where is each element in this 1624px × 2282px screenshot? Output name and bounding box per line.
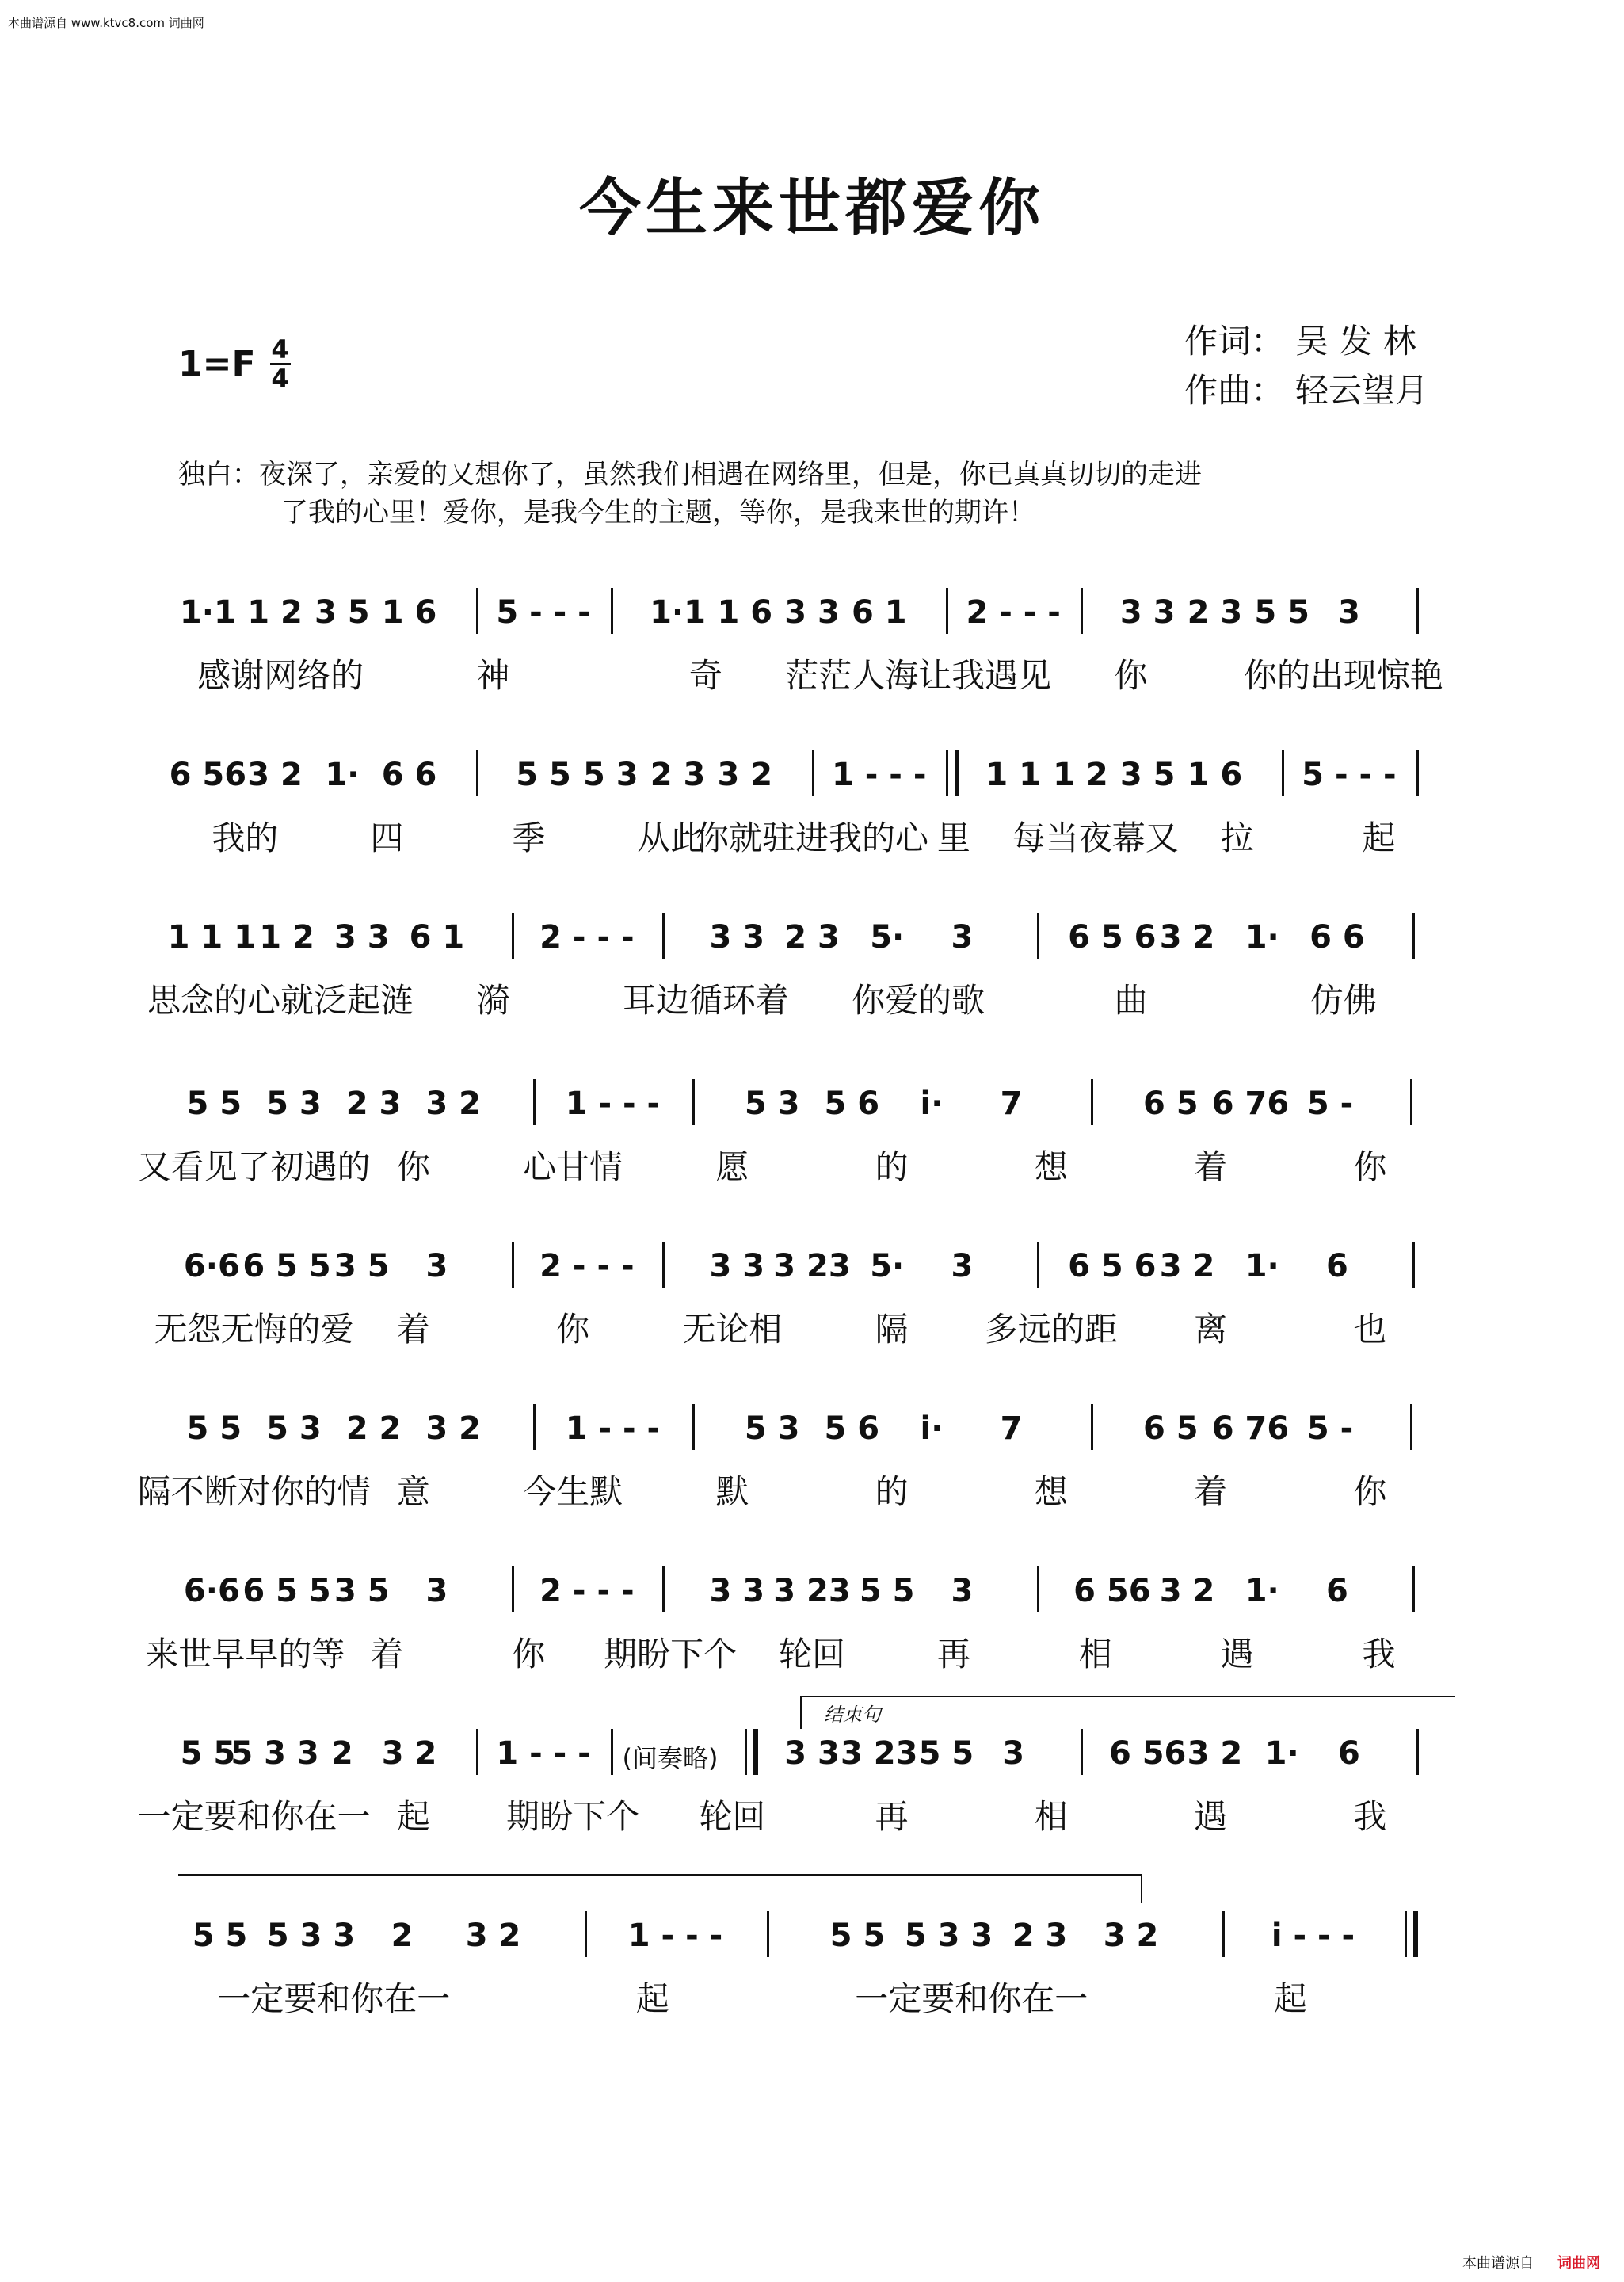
lyric-text: 起: [1273, 1979, 1307, 2018]
note-group: 6 56: [169, 757, 247, 793]
lyric-text: 奇: [688, 656, 722, 695]
lyric-text: 你就驻进我的心: [695, 819, 929, 857]
lyric-text: 轮回: [778, 1635, 846, 1673]
note-group: 5 3: [582, 757, 639, 793]
note-group: 3 5: [334, 1573, 390, 1609]
lyric-text: 拉: [1220, 819, 1254, 857]
note-group: 2 2: [345, 1410, 402, 1447]
note-group: 3 2: [247, 757, 303, 793]
note-group: 1·: [325, 757, 360, 793]
note-group: 1·1: [179, 594, 236, 631]
lyric-text: 四: [370, 819, 404, 857]
note-group: 3 3: [784, 1735, 840, 1772]
monologue-line-1: 独白：夜深了，亲爱的又想你了，虽然我们相遇在网络里，但是，你已真真切切的走进: [178, 459, 1202, 490]
note-group: 6 56: [1108, 1735, 1187, 1772]
lyric-text: 耳边循环着: [622, 981, 789, 1020]
lyric-text: 从此: [637, 819, 704, 857]
barline: [476, 1729, 478, 1775]
lyric-text: 着: [1194, 1472, 1228, 1511]
note-group: 1 6: [1187, 757, 1243, 793]
lyric-text: 期盼下个: [506, 1797, 640, 1836]
monologue-line-2: 了我的心里！爱你，是我今生的主题，等你，是我来世的期许！: [281, 497, 1035, 529]
note-group: 2 - - -: [966, 594, 1061, 631]
note-group: 3: [425, 1248, 448, 1284]
meter-bottom: 4: [271, 364, 289, 394]
notation-line: [145, 1573, 1458, 1673]
notation-line: [137, 1735, 1458, 1836]
interlude-label: (间奏略): [622, 1743, 719, 1773]
notation-line: [174, 594, 1458, 695]
note-group: 6: [1337, 1735, 1360, 1772]
note-group: 5 -: [1306, 1086, 1354, 1122]
barline: [662, 1242, 665, 1288]
time-signature: [270, 334, 291, 394]
note-group: 5 6: [824, 1086, 880, 1122]
credits: [1184, 317, 1428, 415]
barline: [512, 1566, 514, 1612]
lyric-text: 隔不断对你的情: [137, 1472, 371, 1511]
barline: [1081, 1729, 1083, 1775]
note-group: 5 3: [266, 1410, 322, 1447]
barline: [812, 750, 814, 796]
lyric-text: 的: [875, 1147, 909, 1186]
note-group: 6 5 5: [242, 1573, 331, 1609]
lyric-text: 你: [1353, 1472, 1387, 1511]
note-group: 6 6: [381, 757, 437, 793]
lyric-text: 曲: [1114, 981, 1148, 1020]
notes-row: [169, 757, 1458, 812]
note-group: 3 3: [709, 919, 765, 956]
note-group: 3 5: [1119, 757, 1176, 793]
note-group: 3 23: [773, 1573, 851, 1609]
note-group: 3 2: [1103, 1918, 1159, 1954]
lyric-text: 今生默: [523, 1472, 623, 1511]
note-group: 6·6: [183, 1248, 240, 1284]
lyric-text: 轮回: [699, 1797, 766, 1836]
ending-bracket: [800, 1696, 1455, 1729]
note-group: 3 23: [841, 1735, 918, 1772]
notes-row: [174, 1410, 1458, 1466]
lyric-text: 神: [476, 656, 510, 695]
lyric-text: 遇: [1194, 1797, 1228, 1836]
lyric-text: 茫茫人海让我遇见: [785, 656, 1052, 695]
barline: [512, 913, 514, 959]
note-group: 1 2: [247, 594, 303, 631]
note-group: 7: [1000, 1086, 1023, 1122]
note-group: 1 - - -: [496, 1735, 591, 1772]
lyric-text: 一定要和你在一: [217, 1979, 451, 2018]
lyric-text: 也: [1353, 1310, 1387, 1349]
lyric-text: 着: [1194, 1147, 1228, 1186]
barline: [476, 588, 478, 634]
barline: [1410, 1404, 1412, 1450]
note-group: 3: [951, 919, 974, 956]
note-group: 6 56: [1073, 1573, 1151, 1609]
note-group: 5 5: [1254, 594, 1309, 631]
lyric-text: 心甘情: [523, 1147, 623, 1186]
lyric-text: 遇: [1220, 1635, 1254, 1673]
note-group: 1 6: [381, 594, 437, 631]
note-group: 1 1 1: [167, 919, 257, 956]
lyric-text: 你: [1353, 1147, 1387, 1186]
note-group: 3 2: [1159, 919, 1215, 956]
barline: [1037, 913, 1039, 959]
lyric-text: 一定要和你在一: [855, 1979, 1088, 2018]
lyric-text: 你: [556, 1310, 590, 1349]
note-group: 5 3: [266, 1086, 322, 1122]
lyricist-label: 作词：: [1184, 322, 1285, 361]
note-group: 6 76: [1211, 1410, 1290, 1447]
notation-line: [147, 919, 1458, 1020]
lyric-text: 再: [936, 1635, 970, 1673]
note-group: 1 - - -: [832, 757, 927, 793]
barline: [533, 1079, 536, 1125]
note-group: 3 2: [717, 757, 773, 793]
note-group: 3 3: [784, 594, 840, 631]
notes-row: [174, 1248, 1458, 1303]
barline: [1037, 1242, 1039, 1288]
note-group: 6 1: [409, 919, 465, 956]
note-group: 5 3 3: [904, 1918, 993, 1954]
note-group: 2 3: [1012, 1918, 1068, 1954]
note-group: 5 5: [918, 1735, 974, 1772]
lyric-text: 你的出现惊艳: [1243, 656, 1443, 695]
lyric-text: 你爱的歌: [852, 981, 985, 1020]
source-note: 本曲谱源自 www.ktvc8.com 词曲网: [8, 16, 204, 30]
note-group: 5 3: [744, 1410, 800, 1447]
notes-row: [174, 1918, 1458, 1973]
barline: [1091, 1079, 1093, 1125]
lyric-text: 我: [1362, 1635, 1396, 1673]
barline: [1412, 913, 1415, 959]
lyric-text: 你: [1114, 656, 1148, 695]
barline: [1037, 1566, 1039, 1612]
barline: [1412, 1242, 1415, 1288]
barline: [1410, 1079, 1412, 1125]
notation-line: [174, 1918, 1458, 2018]
lyric-text: 你: [396, 1147, 430, 1186]
note-group: 2 3: [784, 919, 840, 956]
double-barline: [946, 750, 959, 796]
note-group: 6 5: [1143, 1410, 1199, 1447]
note-group: 5 3: [744, 1086, 800, 1122]
note-group: 7: [1000, 1410, 1023, 1447]
lyric-text: 感谢网络的: [197, 656, 364, 695]
note-group: 3 2: [425, 1410, 481, 1447]
barline: [533, 1404, 536, 1450]
barline: [1412, 1566, 1415, 1612]
right-watermark-strip: [1611, 48, 1624, 2234]
note-group: 5 -: [1306, 1410, 1354, 1447]
note-group: 1 6: [717, 594, 773, 631]
note-group: 5 - - -: [1302, 757, 1397, 793]
lyric-text: 你: [512, 1635, 546, 1673]
note-group: 3 2: [381, 1735, 437, 1772]
lyric-text: 一定要和你在一: [137, 1797, 371, 1836]
note-group: 3 5: [315, 594, 370, 631]
lyric-text: 隔: [875, 1310, 909, 1349]
notes-row: [174, 1735, 1458, 1791]
lyric-text: 想: [1034, 1472, 1068, 1511]
notes-row: [174, 1086, 1458, 1141]
note-group: 3 2: [1159, 1573, 1215, 1609]
note-group: 3 3: [709, 1573, 765, 1609]
barline: [611, 1729, 613, 1775]
barline: [476, 750, 478, 796]
barline: [662, 1566, 665, 1612]
note-group: 5·: [870, 1248, 905, 1284]
composer-name: 轻云望月: [1295, 371, 1429, 410]
note-group: 2 3: [1187, 594, 1243, 631]
note-group: 1 2: [259, 919, 315, 956]
note-group: 3 3: [334, 919, 390, 956]
lyric-text: 默: [715, 1472, 749, 1511]
lyric-text: 相: [1078, 1635, 1112, 1673]
ending-bracket-continuation: [178, 1874, 1142, 1903]
lyric-text: 漪: [476, 981, 510, 1020]
barline: [1081, 588, 1083, 634]
key-signature: [178, 334, 291, 394]
lyricist-name: 吴 发 林: [1295, 322, 1416, 361]
lyric-text: 起: [1362, 819, 1396, 857]
note-group: 2 - - -: [539, 1248, 635, 1284]
lyric-text: 愿: [715, 1147, 749, 1186]
lyric-text: 里: [936, 819, 970, 857]
note-group: 5 5: [859, 1573, 915, 1609]
notation-line: [154, 1248, 1458, 1349]
lyric-text: 无怨无悔的爱: [154, 1310, 354, 1349]
lyric-text: 着: [370, 1635, 404, 1673]
lyricist-row: [1184, 317, 1428, 366]
note-group: 2 - - -: [539, 1573, 635, 1609]
barline: [611, 588, 613, 634]
lyric-text: 来世早早的等: [145, 1635, 345, 1673]
note-group: 5 5: [516, 757, 571, 793]
barline: [1091, 1404, 1093, 1450]
barline: [512, 1242, 514, 1288]
note-group: 1 1: [985, 757, 1041, 793]
notation-line: [169, 757, 1458, 857]
barline: [767, 1911, 769, 1957]
note-group: 3: [1337, 594, 1360, 631]
lyric-text: 思念的心就泛起涟: [147, 981, 414, 1020]
footer-note: 本曲谱源自: [1462, 2255, 1534, 2272]
left-watermark-strip: [0, 48, 13, 2234]
note-group: 1 - - -: [565, 1410, 661, 1447]
note-group: 5 5: [186, 1086, 242, 1122]
note-group: 6 5 6: [1068, 919, 1157, 956]
lyric-text: 的: [875, 1472, 909, 1511]
note-group: i·: [920, 1410, 944, 1447]
lyric-text: 再: [875, 1797, 909, 1836]
barline: [1416, 588, 1419, 634]
footer: [1462, 2252, 1600, 2272]
barline: [692, 1079, 695, 1125]
barline: [1282, 750, 1284, 796]
note-group: 6 1: [851, 594, 907, 631]
note-group: 3 3: [709, 1248, 765, 1284]
lyric-text: 又看见了初遇的: [137, 1147, 371, 1186]
note-group: 3 5: [334, 1248, 390, 1284]
note-group: 1 2: [1053, 757, 1108, 793]
lyric-text: 每当夜幕又: [1012, 819, 1179, 857]
note-group: 5 3 3: [266, 1918, 356, 1954]
note-group: 5 5: [192, 1918, 248, 1954]
note-group: i·: [920, 1086, 944, 1122]
note-group: 5·: [870, 919, 905, 956]
composer-label: 作曲：: [1184, 371, 1285, 410]
notes-row: [174, 594, 1458, 650]
note-group: 3 2: [425, 1086, 481, 1122]
note-group: 1·: [1245, 1573, 1279, 1609]
note-group: 6: [1326, 1248, 1348, 1284]
note-group: 1·1: [650, 594, 706, 631]
ending-label: 结束句: [824, 1704, 881, 1726]
lyric-text: 仿佛: [1309, 981, 1377, 1020]
note-group: 6 5 5: [242, 1248, 331, 1284]
note-group: 5 5: [829, 1918, 886, 1954]
notation-line: [137, 1410, 1458, 1511]
lyric-text: 期盼下个: [604, 1635, 738, 1673]
note-group: 1·: [1245, 919, 1279, 956]
note-group: 5 3 3: [231, 1735, 319, 1772]
note-group: 1·: [1264, 1735, 1299, 1772]
note-group: 2: [391, 1918, 414, 1954]
barline: [1416, 1729, 1419, 1775]
note-group: i - - -: [1271, 1918, 1355, 1954]
lyric-text: 离: [1194, 1310, 1228, 1349]
note-group: 3 2: [465, 1918, 521, 1954]
barline: [1222, 1911, 1225, 1957]
note-group: 3: [1002, 1735, 1025, 1772]
note-group: 5 5: [180, 1735, 236, 1772]
notation-line: [137, 1086, 1458, 1186]
lyric-text: 相: [1034, 1797, 1068, 1836]
lyric-text: 想: [1034, 1147, 1068, 1186]
note-group: 3 2: [1187, 1735, 1243, 1772]
note-group: 5 5: [186, 1410, 242, 1447]
double-barline: [1405, 1911, 1418, 1957]
barline: [662, 913, 665, 959]
note-group: 2 - - -: [539, 919, 635, 956]
barline: [946, 588, 948, 634]
note-group: 5 - - -: [496, 594, 591, 631]
notes-row: [167, 919, 1458, 975]
note-group: 6 6: [1309, 919, 1365, 956]
note-group: 3 23: [773, 1248, 851, 1284]
lyric-text: 着: [396, 1310, 430, 1349]
footer-brand: 词曲网: [1557, 2255, 1600, 2272]
lyric-text: 我: [1353, 1797, 1387, 1836]
notes-row: [174, 1573, 1458, 1628]
note-group: 6 5: [1143, 1086, 1199, 1122]
note-group: 6: [1326, 1573, 1348, 1609]
lyric-text: 无论相: [682, 1310, 783, 1349]
note-group: 1 - - -: [627, 1918, 723, 1954]
lyric-text: 起: [635, 1979, 669, 2018]
note-group: 5 6: [824, 1410, 880, 1447]
composer-row: [1184, 366, 1428, 415]
note-group: 6 76: [1211, 1086, 1290, 1122]
monologue: [178, 456, 1462, 532]
barline: [692, 1404, 695, 1450]
meter-top: 4: [271, 334, 289, 364]
lyric-text: 意: [396, 1472, 430, 1511]
double-barline: [745, 1729, 758, 1775]
lyric-text: 多远的距: [984, 1310, 1118, 1349]
note-group: 1 - - -: [565, 1086, 661, 1122]
lyric-text: 我的: [212, 819, 279, 857]
note-group: 3 2: [1159, 1248, 1215, 1284]
note-group: 3: [425, 1573, 448, 1609]
note-group: 6 5 6: [1068, 1248, 1157, 1284]
note-group: 3: [951, 1573, 974, 1609]
note-group: 2: [330, 1735, 353, 1772]
lyric-text: 起: [396, 1797, 430, 1836]
key-text: 1=F: [178, 344, 256, 384]
barline: [585, 1911, 587, 1957]
note-group: 6·6: [183, 1573, 240, 1609]
note-group: 2 3: [345, 1086, 402, 1122]
note-group: 2 3: [650, 757, 706, 793]
lyric-text: 季: [512, 819, 546, 857]
barline: [1416, 750, 1419, 796]
song-title: 今生来世都爱你: [578, 172, 1045, 244]
note-group: 3: [951, 1248, 974, 1284]
note-group: 1·: [1245, 1248, 1279, 1284]
note-group: 3 3: [1119, 594, 1176, 631]
